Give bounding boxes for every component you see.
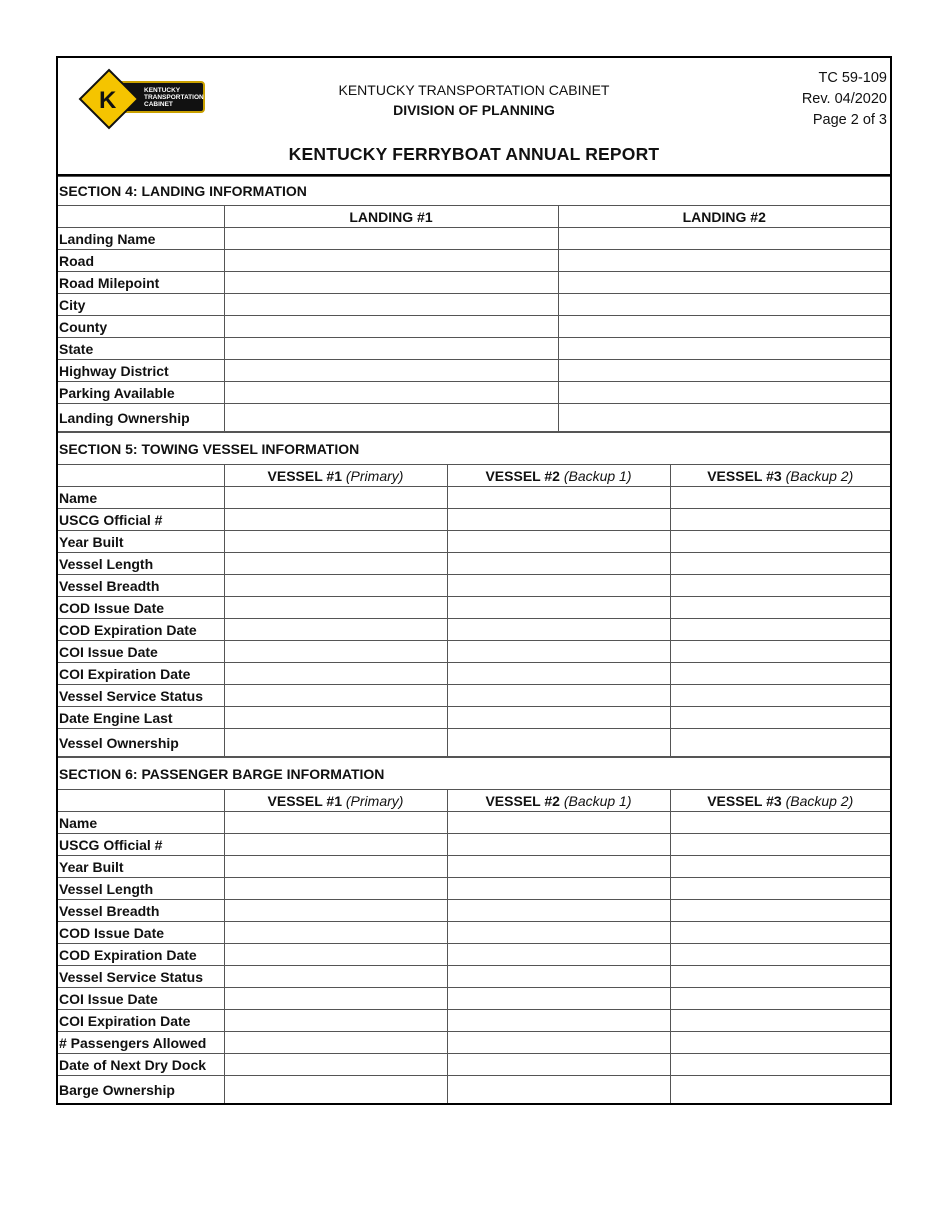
entry-field-name-col2[interactable] (447, 812, 670, 834)
table-row (58, 878, 890, 900)
entry-field-cod-issue-date-col3[interactable] (670, 597, 890, 619)
row-label-year-built: Year Built (58, 856, 224, 878)
table-row (58, 294, 890, 316)
logo-text-3: CABINET (144, 101, 173, 108)
entry-field-uscg-official-col2[interactable] (447, 509, 670, 531)
row-label-vessel-breadth: Vessel Breadth (58, 900, 224, 922)
entry-field-uscg-official-col3[interactable] (670, 509, 890, 531)
entry-field-coi-issue-date-col1[interactable] (224, 988, 447, 1010)
table-row (58, 966, 890, 988)
section6-title: SECTION 6: PASSENGER BARGE INFORMATION (58, 758, 890, 790)
entry-field-cod-expiration-date-col3[interactable] (670, 619, 890, 641)
entry-field-cod-expiration-date-col1[interactable] (224, 944, 447, 966)
entry-field-cod-issue-date-col3[interactable] (670, 922, 890, 944)
table-row (58, 663, 890, 685)
table-row (58, 988, 890, 1010)
header-blank-cell (58, 206, 224, 228)
entry-field-date-engine-last-col3[interactable] (670, 707, 890, 729)
entry-field-vessel-breadth-col1[interactable] (224, 575, 447, 597)
entry-field-year-built-col3[interactable] (670, 531, 890, 553)
row-label-coi-issue-date: COI Issue Date (58, 988, 224, 1010)
entry-field-landing-name-col1[interactable] (224, 228, 558, 250)
entry-field-year-built-col1[interactable] (224, 856, 447, 878)
entry-field-road-col1[interactable] (224, 250, 558, 272)
section6-column-header-2 (447, 790, 670, 812)
header-blank-cell (58, 790, 224, 812)
row-label-road: Road (58, 250, 224, 272)
table-row (58, 316, 890, 338)
section4-column-header-2: LANDING #2 (558, 206, 890, 228)
row-label-landing-ownership: Landing Ownership (58, 404, 224, 432)
entry-field-vessel-length-col2[interactable] (447, 553, 670, 575)
entry-field-vessel-service-status-col3[interactable] (670, 685, 890, 707)
passenger-barge-table (58, 757, 890, 1103)
entry-field-vessel-breadth-col2[interactable] (447, 575, 670, 597)
table-row (58, 641, 890, 663)
entry-field-barge-ownership-col2[interactable] (447, 1076, 670, 1104)
vessel-column-name: VESSEL #2 (485, 792, 560, 809)
entry-field-landing-ownership-col1[interactable] (224, 404, 558, 432)
entry-field-coi-expiration-date-col3[interactable] (670, 663, 890, 685)
entry-field-vessel-length-col1[interactable] (224, 878, 447, 900)
section4-title: SECTION 4: LANDING INFORMATION (58, 177, 890, 206)
entry-field-county-col1[interactable] (224, 316, 558, 338)
entry-field-state-col1[interactable] (224, 338, 558, 360)
row-label-barge-ownership: Barge Ownership (58, 1076, 224, 1104)
row-label-coi-issue-date: COI Issue Date (58, 641, 224, 663)
entry-field-coi-issue-date-col2[interactable] (447, 641, 670, 663)
entry-field-name-col1[interactable] (224, 487, 447, 509)
entry-field-passengers-allowed-col3[interactable] (670, 1032, 890, 1054)
row-label-cod-issue-date: COD Issue Date (58, 922, 224, 944)
entry-field-date-engine-last-col1[interactable] (224, 707, 447, 729)
entry-field-cod-expiration-date-col2[interactable] (447, 619, 670, 641)
entry-field-vessel-service-status-col1[interactable] (224, 966, 447, 988)
entry-field-coi-expiration-date-col3[interactable] (670, 1010, 890, 1032)
entry-field-cod-expiration-date-col1[interactable] (224, 619, 447, 641)
vessel-column-note: (Backup 1) (563, 792, 632, 809)
row-label-vessel-service-status: Vessel Service Status (58, 685, 224, 707)
row-label-date-of-next-dry-dock: Date of Next Dry Dock (58, 1054, 224, 1076)
entry-field-city-col1[interactable] (224, 294, 558, 316)
entry-field-vessel-length-col3[interactable] (670, 878, 890, 900)
entry-field-date-of-next-dry-dock-col3[interactable] (670, 1054, 890, 1076)
entry-field-coi-issue-date-col2[interactable] (447, 988, 670, 1010)
entry-field-date-of-next-dry-dock-col1[interactable] (224, 1054, 447, 1076)
table-row (58, 272, 890, 294)
entry-field-vessel-service-status-col2[interactable] (447, 966, 670, 988)
entry-field-road-milepoint-col2[interactable] (558, 272, 890, 294)
entry-field-passengers-allowed-col2[interactable] (447, 1032, 670, 1054)
entry-field-name-col1[interactable] (224, 812, 447, 834)
row-label-vessel-ownership: Vessel Ownership (58, 729, 224, 757)
row-label-uscg-official: USCG Official # (58, 509, 224, 531)
table-row (58, 360, 890, 382)
table-row (58, 553, 890, 575)
row-label-parking-available: Parking Available (58, 382, 224, 404)
form-header (58, 58, 890, 176)
table-row (58, 1010, 890, 1032)
table-row (58, 250, 890, 272)
row-label-cod-expiration-date: COD Expiration Date (58, 944, 224, 966)
form-revision: Rev. 04/2020 (801, 91, 887, 107)
table-row (58, 900, 890, 922)
vessel-column-name: VESSEL #3 (707, 792, 782, 809)
row-label-landing-name: Landing Name (58, 228, 224, 250)
entry-field-vessel-ownership-col2[interactable] (447, 729, 670, 757)
vessel-column-note: (Backup 1) (563, 467, 632, 484)
entry-field-parking-available-col1[interactable] (224, 382, 558, 404)
entry-field-cod-issue-date-col1[interactable] (224, 922, 447, 944)
entry-field-vessel-service-status-col3[interactable] (670, 966, 890, 988)
form-frame (56, 56, 892, 1105)
row-label-vessel-service-status: Vessel Service Status (58, 966, 224, 988)
row-label-county: County (58, 316, 224, 338)
entry-field-vessel-breadth-col1[interactable] (224, 900, 447, 922)
entry-field-landing-ownership-col2[interactable] (558, 404, 890, 432)
entry-field-cod-issue-date-col2[interactable] (447, 597, 670, 619)
table-row (58, 856, 890, 878)
vessel-column-name: VESSEL #3 (707, 467, 782, 484)
vessel-column-note: (Primary) (345, 792, 404, 809)
entry-field-uscg-official-col1[interactable] (224, 834, 447, 856)
table-row (58, 338, 890, 360)
section4-column-header-1: LANDING #1 (224, 206, 558, 228)
vessel-column-name: VESSEL #1 (267, 467, 342, 484)
entry-field-highway-district-col2[interactable] (558, 360, 890, 382)
table-row (58, 707, 890, 729)
vessel-column-note: (Backup 2) (785, 467, 854, 484)
row-label-passengers-allowed: # Passengers Allowed (58, 1032, 224, 1054)
vessel-column-note: (Backup 2) (785, 792, 854, 809)
row-label-state: State (58, 338, 224, 360)
row-label-highway-district: Highway District (58, 360, 224, 382)
entry-field-barge-ownership-col3[interactable] (670, 1076, 890, 1104)
entry-field-vessel-ownership-col3[interactable] (670, 729, 890, 757)
entry-field-vessel-length-col3[interactable] (670, 553, 890, 575)
entry-field-barge-ownership-col1[interactable] (224, 1076, 447, 1104)
entry-field-city-col2[interactable] (558, 294, 890, 316)
row-label-uscg-official: USCG Official # (58, 834, 224, 856)
entry-field-state-col2[interactable] (558, 338, 890, 360)
table-row (58, 228, 890, 250)
section6-column-header-1 (224, 790, 447, 812)
table-row (58, 812, 890, 834)
table-row (58, 575, 890, 597)
form-number: TC 59-109 (818, 70, 887, 86)
agency-line-2: DIVISION OF PLANNING (393, 102, 555, 118)
entry-field-county-col2[interactable] (558, 316, 890, 338)
entry-field-coi-issue-date-col3[interactable] (670, 641, 890, 663)
entry-field-road-col2[interactable] (558, 250, 890, 272)
entry-field-vessel-ownership-col1[interactable] (224, 729, 447, 757)
agency-name (58, 80, 890, 120)
entry-field-coi-expiration-date-col1[interactable] (224, 663, 447, 685)
row-label-cod-issue-date: COD Issue Date (58, 597, 224, 619)
entry-field-year-built-col2[interactable] (447, 856, 670, 878)
row-label-vessel-breadth: Vessel Breadth (58, 575, 224, 597)
table-row (58, 922, 890, 944)
table-row (58, 382, 890, 404)
entry-field-coi-issue-date-col3[interactable] (670, 988, 890, 1010)
row-label-cod-expiration-date: COD Expiration Date (58, 619, 224, 641)
entry-field-date-engine-last-col2[interactable] (447, 707, 670, 729)
entry-field-passengers-allowed-col1[interactable] (224, 1032, 447, 1054)
entry-field-cod-expiration-date-col3[interactable] (670, 944, 890, 966)
table-row (58, 487, 890, 509)
row-label-city: City (58, 294, 224, 316)
row-label-vessel-length: Vessel Length (58, 553, 224, 575)
vessel-column-note: (Primary) (345, 467, 404, 484)
entry-field-vessel-service-status-col1[interactable] (224, 685, 447, 707)
entry-field-name-col3[interactable] (670, 487, 890, 509)
form-id-block (802, 68, 887, 131)
header-blank-cell (58, 465, 224, 487)
entry-field-vessel-breadth-col3[interactable] (670, 900, 890, 922)
table-row (58, 729, 890, 757)
entry-field-date-of-next-dry-dock-col2[interactable] (447, 1054, 670, 1076)
entry-field-uscg-official-col3[interactable] (670, 834, 890, 856)
table-row (58, 685, 890, 707)
entry-field-year-built-col1[interactable] (224, 531, 447, 553)
entry-field-coi-expiration-date-col2[interactable] (447, 663, 670, 685)
entry-field-coi-expiration-date-col1[interactable] (224, 1010, 447, 1032)
table-row (58, 944, 890, 966)
entry-field-year-built-col3[interactable] (670, 856, 890, 878)
entry-field-vessel-length-col2[interactable] (447, 878, 670, 900)
table-row (58, 619, 890, 641)
row-label-year-built: Year Built (58, 531, 224, 553)
table-row (58, 1076, 890, 1104)
report-title: KENTUCKY FERRYBOAT ANNUAL REPORT (288, 144, 660, 164)
table-row (58, 1032, 890, 1054)
entry-field-name-col2[interactable] (447, 487, 670, 509)
row-label-name: Name (58, 487, 224, 509)
page-number: Page 2 of 3 (812, 112, 887, 128)
entry-field-name-col3[interactable] (670, 812, 890, 834)
logo-text-2: TRANSPORTATION (144, 94, 204, 101)
entry-field-highway-district-col1[interactable] (224, 360, 558, 382)
vessel-column-name: VESSEL #1 (267, 792, 342, 809)
table-row (58, 1054, 890, 1076)
entry-field-uscg-official-col1[interactable] (224, 509, 447, 531)
entry-field-vessel-breadth-col2[interactable] (447, 900, 670, 922)
entry-field-cod-issue-date-col2[interactable] (447, 922, 670, 944)
row-label-road-milepoint: Road Milepoint (58, 272, 224, 294)
entry-field-vessel-length-col1[interactable] (224, 553, 447, 575)
row-label-vessel-length: Vessel Length (58, 878, 224, 900)
towing-vessel-table (58, 432, 890, 757)
vessel-column-name: VESSEL #2 (485, 467, 560, 484)
table-row (58, 531, 890, 553)
row-label-date-engine-last: Date Engine Last (58, 707, 224, 729)
entry-field-uscg-official-col2[interactable] (447, 834, 670, 856)
section5-column-header-3 (670, 465, 890, 487)
entry-field-year-built-col2[interactable] (447, 531, 670, 553)
table-row (58, 597, 890, 619)
entry-field-parking-available-col2[interactable] (558, 382, 890, 404)
section5-title: SECTION 5: TOWING VESSEL INFORMATION (58, 433, 890, 465)
section5-column-header-2 (447, 465, 670, 487)
section5-column-header-1 (224, 465, 447, 487)
entry-field-coi-expiration-date-col2[interactable] (447, 1010, 670, 1032)
entry-field-landing-name-col2[interactable] (558, 228, 890, 250)
agency-line-1: KENTUCKY TRANSPORTATION CABINET (338, 82, 610, 98)
row-label-coi-expiration-date: COI Expiration Date (58, 663, 224, 685)
svg-text:K: K (99, 87, 117, 114)
entry-field-vessel-service-status-col2[interactable] (447, 685, 670, 707)
row-label-coi-expiration-date: COI Expiration Date (58, 1010, 224, 1032)
table-row (58, 509, 890, 531)
table-row (58, 834, 890, 856)
entry-field-cod-issue-date-col1[interactable] (224, 597, 447, 619)
table-row (58, 404, 890, 432)
entry-field-vessel-breadth-col3[interactable] (670, 575, 890, 597)
landing-info-table (58, 176, 890, 432)
entry-field-coi-issue-date-col1[interactable] (224, 641, 447, 663)
entry-field-road-milepoint-col1[interactable] (224, 272, 558, 294)
section6-column-header-3 (670, 790, 890, 812)
logo-text-1: KENTUCKY (144, 87, 181, 94)
entry-field-cod-expiration-date-col2[interactable] (447, 944, 670, 966)
row-label-name: Name (58, 812, 224, 834)
